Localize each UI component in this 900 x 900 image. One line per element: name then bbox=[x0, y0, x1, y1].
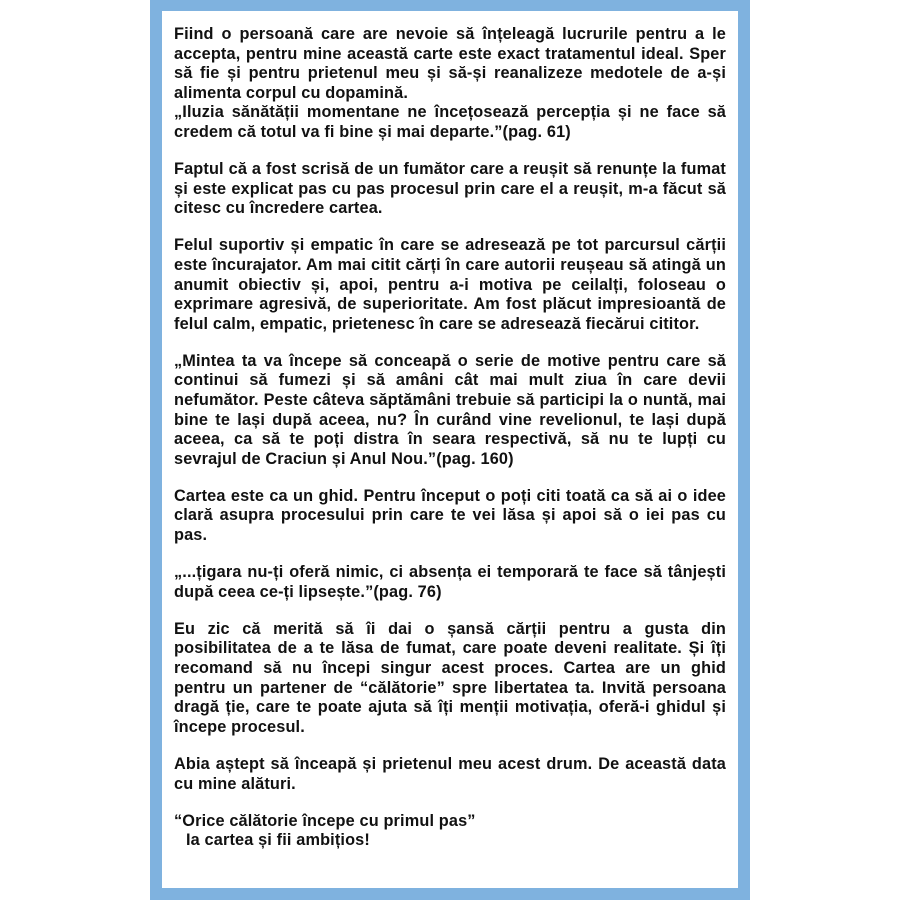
quote-page-160: „Mintea ta va începe să conceapă o serie de motive pentru care să continui să fumezi și să amâni cât mai mult ziua în care devii nefumător. Peste câteva săptămâni trebuie să participi la o nuntă, mai bine te lași după aceea, nu? În curând vine revelionul, te lași după aceea, ca să te poți distra în seara respectivă, să nu te lupți cu sevrajul de Craciun și Anul Nou.”(pag. 160) bbox=[174, 351, 726, 468]
paragraph-intro: Fiind o persoană care are nevoie să înțeleagă lucrurile pentru a le accepta, pentru mine această carte este exact tratamentul ideal. Sper să fie și pentru prietenul meu și să-și reanalizeze medotele de a-și alimenta corpul cu dopamină. bbox=[174, 25, 726, 102]
paragraph-guide: Cartea este ca un ghid. Pentru început o poți citi toată ca să ai o idee clară asupra procesului prin care te vei lăsa și apoi să o iei pas cu pas. bbox=[174, 486, 726, 545]
paragraph-author: Faptul că a fost scrisă de un fumător care a reușit să renunțe la fumat și este explicat pas cu pas procesul prin care el a reușit, m-a făcut să citesc cu încredere cartea. bbox=[174, 160, 726, 218]
quote-page-61: „Iluzia sănătății momentane ne încețosează percepția și ne face să credem că totul va fi bine și mai departe.”(pag. 61) bbox=[174, 103, 726, 141]
closing-quote-line: “Orice călătorie începe cu primul pas” bbox=[174, 811, 476, 830]
review-text bbox=[174, 25, 726, 851]
quote-page-76: „...țigara nu-ți oferă nimic, ci absența ei temporară te face să tânjești după ceea ce-ți lipsește.”(pag. 76) bbox=[174, 563, 726, 601]
closing-quote bbox=[174, 812, 726, 851]
paragraph-empathic: Felul suportiv și empatic în care se adresează pe tot parcursul cărții este încurajator. Am mai citit cărți în care autorii reușeau să atingă un anumit obiectiv și, apoi, pentru a-i motiva pe ceilalți, foloseau o exprimare agresivă, de superioritate. Am fost plăcut impresioantă de felul calm, empatic, prietenesc în care se adresează fiecărui cititor. bbox=[174, 236, 726, 333]
closing-call-to-action: Ia cartea și fii ambițios! bbox=[186, 831, 370, 850]
paragraph-friend: Abia aștept să înceapă și prietenul meu acest drum. De această data cu mine alături. bbox=[174, 754, 726, 793]
paragraph-recommend: Eu zic că merită să îi dai o șansă cărții pentru a gusta din posibilitatea de a te lăsa de fumat, care poate deveni realitate. Și îți recomand să nu începi singur acest proces. Cartea are un ghid pentru un partener de “călătorie” spre libertatea ta. Invită persoana dragă ție, care te poate ajuta să îți menții motivația, oferă-i ghidul și începe procesul. bbox=[174, 619, 726, 736]
